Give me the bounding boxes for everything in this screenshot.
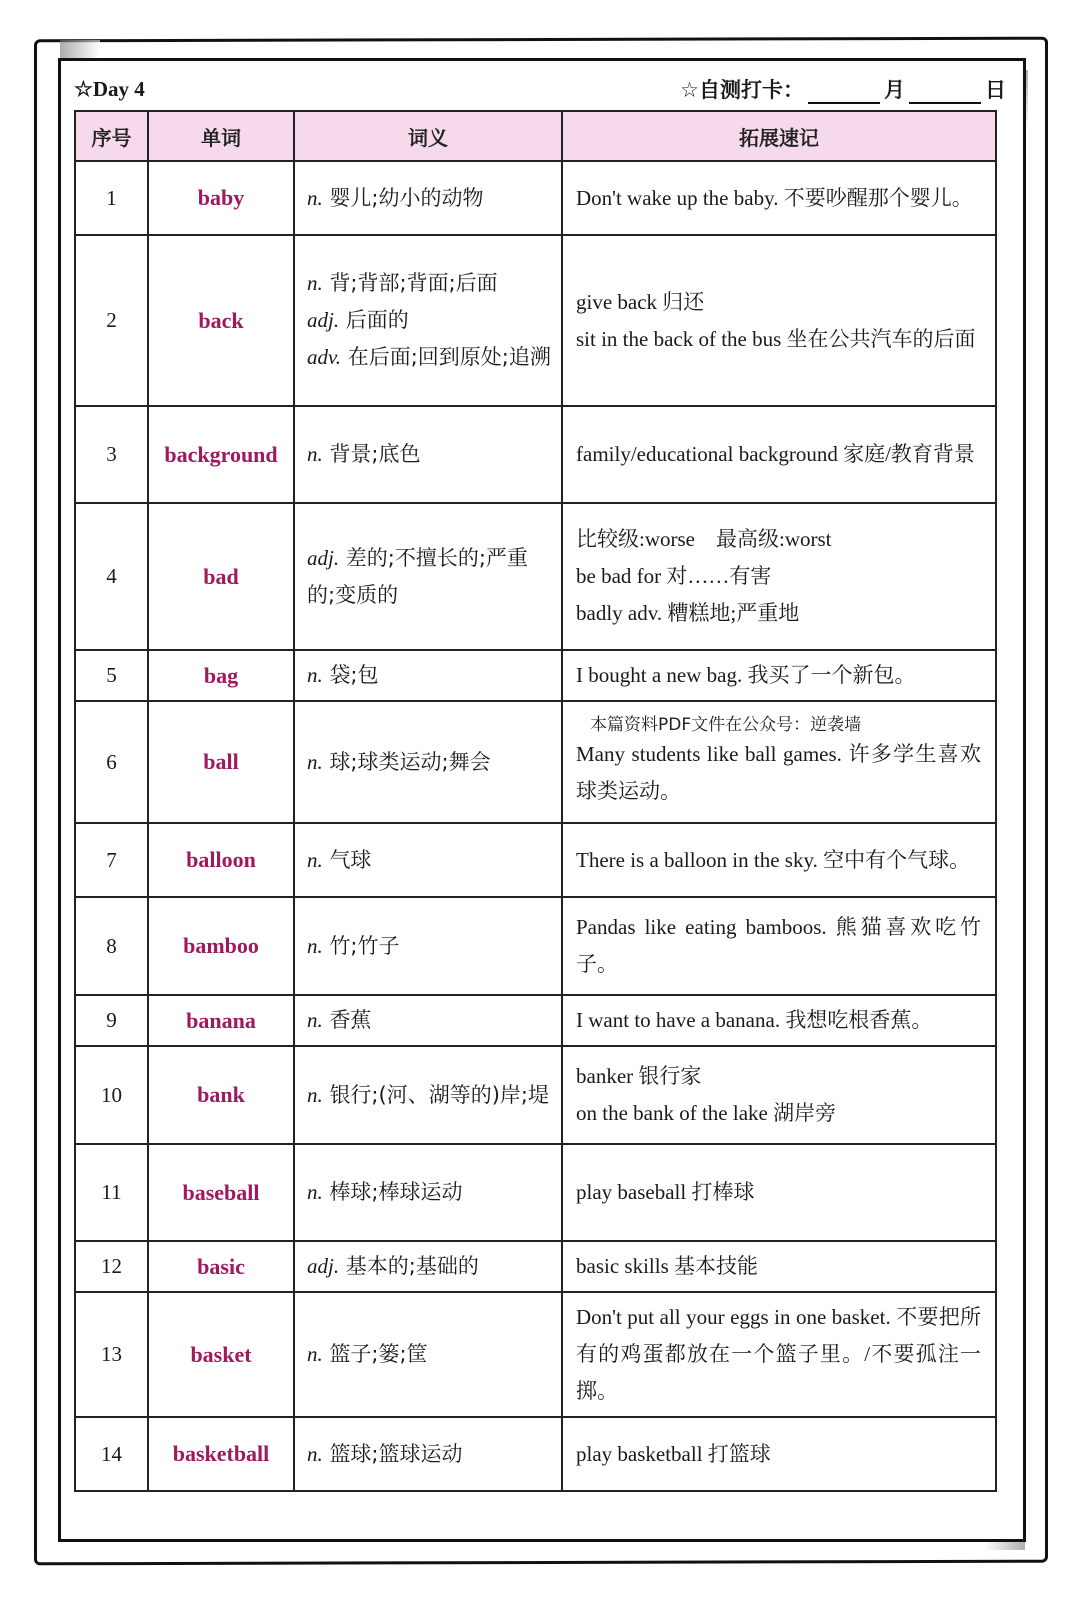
vocabulary-table	[74, 110, 997, 1492]
extension-line: I want to have a banana. 我想吃根香蕉。	[576, 1008, 933, 1032]
part-of-speech: n.	[307, 1082, 323, 1107]
page-header	[74, 72, 1006, 106]
word-meaning	[294, 701, 562, 823]
part-of-speech: n.	[307, 271, 323, 295]
meaning-line	[307, 540, 551, 614]
vocab-word: basketball	[148, 1417, 294, 1491]
table-row	[75, 503, 996, 650]
vocab-word: basket	[148, 1292, 294, 1417]
meaning-line	[307, 1002, 551, 1039]
definition: 袋;包	[329, 663, 379, 687]
part-of-speech: n.	[307, 749, 323, 774]
day-blank[interactable]	[909, 80, 981, 104]
vocab-word: bamboo	[148, 897, 294, 995]
word-meaning	[294, 650, 562, 701]
row-number: 4	[75, 503, 148, 650]
definition: 背;背部;背面;后面	[329, 271, 498, 295]
self-check-in	[680, 74, 1006, 104]
meaning-line	[307, 1174, 551, 1211]
word-meaning	[294, 235, 562, 406]
extension-line: Pandas like eating bamboos. 熊猫喜欢吃竹子。	[576, 915, 981, 976]
row-number: 2	[75, 235, 148, 406]
table-row	[75, 995, 996, 1046]
table-row	[75, 1417, 996, 1491]
vocab-word: back	[148, 235, 294, 406]
row-number: 10	[75, 1046, 148, 1144]
definition: 竹;竹子	[329, 933, 400, 958]
word-meaning	[294, 1046, 562, 1144]
part-of-speech: n.	[307, 442, 323, 466]
part-of-speech: n.	[307, 185, 323, 210]
extension-line: There is a balloon in the sky. 空中有个气球。	[576, 847, 971, 872]
row-number: 6	[75, 701, 148, 823]
part-of-speech: n.	[307, 1342, 323, 1366]
meaning-line	[307, 1248, 551, 1285]
extension-notes	[562, 161, 996, 235]
extension-line: be bad for 对……有害	[576, 564, 772, 588]
meaning-line	[307, 180, 551, 217]
extension-notes	[562, 701, 996, 823]
part-of-speech: adj.	[307, 545, 340, 570]
word-meaning	[294, 503, 562, 650]
extension-notes	[562, 995, 996, 1046]
row-number: 3	[75, 406, 148, 503]
part-of-speech: n.	[307, 1008, 323, 1032]
row-number: 5	[75, 650, 148, 701]
meaning-line	[307, 1436, 551, 1473]
extension-line: I bought a new bag. 我买了一个新包。	[576, 663, 916, 687]
definition: 后面的	[345, 308, 409, 332]
row-number: 14	[75, 1417, 148, 1491]
vocab-word: bag	[148, 650, 294, 701]
definition: 婴儿;幼小的动物	[329, 185, 484, 210]
extension-notes	[562, 823, 996, 897]
word-meaning	[294, 1241, 562, 1292]
word-meaning	[294, 995, 562, 1046]
meaning-line	[307, 339, 551, 376]
row-number: 11	[75, 1144, 148, 1241]
extension-line: family/educational background 家庭/教育背景	[576, 442, 975, 466]
extension-line: Don't put all your eggs in one basket. 不要把所有的鸡蛋都放在一个篮子里。/不要孤注一掷。	[576, 1305, 981, 1403]
part-of-speech: adj.	[307, 308, 340, 332]
extension-notes	[562, 897, 996, 995]
extension-notes	[562, 1241, 996, 1292]
table-row	[75, 1144, 996, 1241]
table-row	[75, 1046, 996, 1144]
meaning-line	[307, 842, 551, 879]
row-number: 13	[75, 1292, 148, 1417]
vocab-word: bank	[148, 1046, 294, 1144]
extension-notes	[562, 406, 996, 503]
day-title: ☆Day 4	[74, 76, 145, 101]
table-row	[75, 823, 996, 897]
meaning-line	[307, 657, 551, 694]
part-of-speech: n.	[307, 663, 323, 687]
vocab-word: baby	[148, 161, 294, 235]
table-header-row	[75, 111, 996, 161]
meaning-line	[307, 265, 551, 302]
definition: 棒球;棒球运动	[329, 1180, 463, 1204]
col-header-extension: 拓展速记	[562, 111, 996, 161]
definition: 差的;不擅长的;严重的;变质的	[307, 545, 528, 607]
table-row	[75, 897, 996, 995]
watermark-text: 本篇资料PDF文件在公众号：逆袭墙	[590, 715, 862, 735]
vocab-word: background	[148, 406, 294, 503]
extension-line: 比较级:worse 最高级:worst	[576, 527, 832, 551]
meaning-line	[307, 744, 551, 781]
row-number: 9	[75, 995, 148, 1046]
table-row	[75, 701, 996, 823]
col-header-meaning: 词义	[294, 111, 562, 161]
extension-line: Don't wake up the baby. 不要吵醒那个婴儿。	[576, 185, 973, 210]
part-of-speech: adj.	[307, 1254, 340, 1278]
word-meaning	[294, 1417, 562, 1491]
definition: 基本的;基础的	[345, 1254, 479, 1278]
vocab-word: baseball	[148, 1144, 294, 1241]
word-meaning	[294, 1144, 562, 1241]
col-header-number: 序号	[75, 111, 148, 161]
definition: 在后面;回到原处;追溯	[347, 345, 551, 369]
definition: 篮子;篓;筐	[329, 1342, 428, 1366]
table-row	[75, 1241, 996, 1292]
vocab-word: ball	[148, 701, 294, 823]
table-row	[75, 235, 996, 406]
check-in-label: ☆自测打卡：	[680, 78, 804, 102]
month-blank[interactable]	[808, 80, 880, 104]
meaning-line	[307, 436, 551, 473]
extension-notes	[562, 650, 996, 701]
table-row	[75, 406, 996, 503]
definition: 气球	[329, 847, 372, 872]
extension-line: on the bank of the lake 湖岸旁	[576, 1101, 837, 1125]
extension-notes	[562, 1144, 996, 1241]
word-meaning	[294, 897, 562, 995]
vocab-word: bad	[148, 503, 294, 650]
part-of-speech: adv.	[307, 345, 342, 369]
table-row	[75, 650, 996, 701]
part-of-speech: n.	[307, 1180, 323, 1204]
vocab-word: banana	[148, 995, 294, 1046]
extension-line: play basketball 打篮球	[576, 1441, 771, 1466]
row-number: 1	[75, 161, 148, 235]
meaning-line	[307, 302, 551, 339]
definition: 香蕉	[329, 1008, 372, 1032]
word-meaning	[294, 161, 562, 235]
table-row	[75, 1292, 996, 1417]
extension-notes	[562, 1046, 996, 1144]
extension-notes	[562, 1417, 996, 1491]
vocab-word: basic	[148, 1241, 294, 1292]
col-header-word: 单词	[148, 111, 294, 161]
row-number: 7	[75, 823, 148, 897]
word-meaning	[294, 823, 562, 897]
part-of-speech: n.	[307, 933, 323, 958]
extension-line: basic skills 基本技能	[576, 1254, 758, 1278]
table-row	[75, 161, 996, 235]
part-of-speech: n.	[307, 1441, 323, 1466]
definition: 篮球;篮球运动	[329, 1441, 463, 1466]
meaning-line	[307, 1336, 551, 1373]
extension-notes	[562, 503, 996, 650]
extension-line: badly adv. 糟糕地;严重地	[576, 601, 800, 625]
extension-notes	[562, 1292, 996, 1417]
meaning-line	[307, 928, 551, 965]
word-meaning	[294, 406, 562, 503]
day-label: 日	[985, 78, 1006, 102]
definition: 球;球类运动;舞会	[329, 749, 491, 774]
extension-line: play baseball 打棒球	[576, 1180, 755, 1204]
meaning-line	[307, 1077, 551, 1114]
definition: 背景;底色	[329, 442, 421, 466]
part-of-speech: n.	[307, 847, 323, 872]
vocab-word: balloon	[148, 823, 294, 897]
word-meaning	[294, 1292, 562, 1417]
row-number: 8	[75, 897, 148, 995]
extension-line: Many students like ball games. 许多学生喜欢球类运动。	[576, 742, 981, 803]
definition: 银行;(河、湖等的)岸;堤	[329, 1082, 549, 1107]
extension-notes	[562, 235, 996, 406]
extension-line: banker 银行家	[576, 1064, 702, 1088]
extension-line: sit in the back of the bus 坐在公共汽车的后面	[576, 326, 976, 351]
extension-line: give back 归还	[576, 289, 705, 314]
month-label: 月	[884, 78, 905, 102]
row-number: 12	[75, 1241, 148, 1292]
